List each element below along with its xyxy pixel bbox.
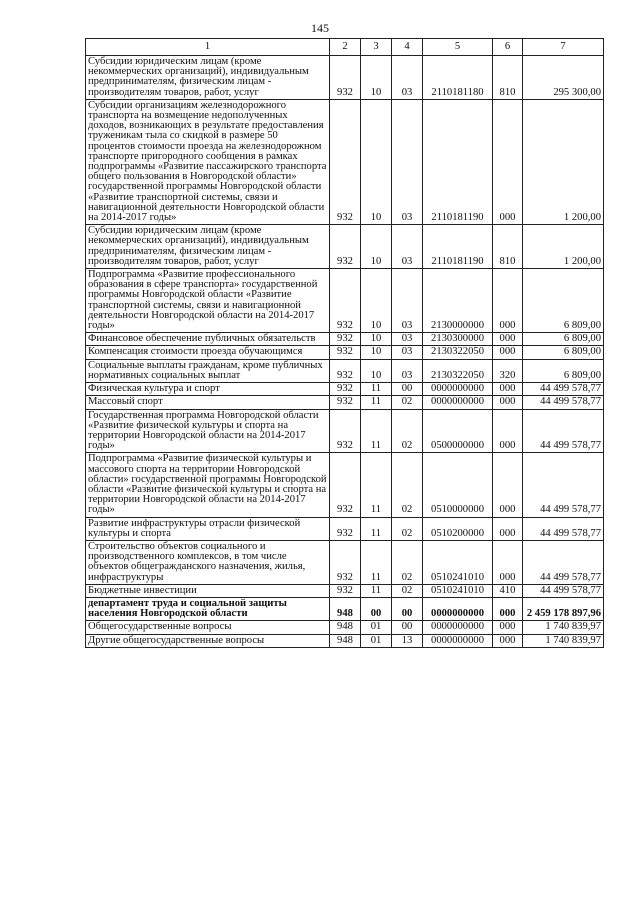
table-row: [86, 383, 604, 396]
row-amount: 44 499 578,77: [523, 396, 604, 409]
table-row: [86, 99, 604, 224]
row-code-admin: 932: [330, 517, 361, 540]
row-code-subsection: 03: [392, 56, 423, 100]
row-code-section: 11: [361, 409, 392, 453]
row-name: Бюджетные инвестиции: [86, 584, 330, 597]
budget-table: [85, 38, 604, 648]
row-code-target: 2110181180: [423, 56, 493, 100]
row-code-target: 2130322050: [423, 359, 493, 382]
row-name: Строительство объектов социального и производственного комплексов, в том числе объектов общегражданского назначения, жилья, инфраструктуры: [86, 540, 330, 584]
row-code-section: 10: [361, 333, 392, 346]
row-code-subsection: 00: [392, 597, 423, 620]
table-row: [86, 409, 604, 453]
row-code-subsection: 02: [392, 540, 423, 584]
row-name: Финансовое обеспечение публичных обязательств: [86, 333, 330, 346]
table-row: [86, 634, 604, 647]
row-code-expense-type: 000: [493, 383, 523, 396]
row-code-admin: 932: [330, 584, 361, 597]
row-code-subsection: 02: [392, 453, 423, 517]
page-number: 145: [311, 21, 329, 35]
row-code-section: 10: [361, 269, 392, 333]
row-code-expense-type: 000: [493, 99, 523, 224]
row-code-target: 0510000000: [423, 453, 493, 517]
row-code-admin: 932: [330, 359, 361, 382]
row-code-subsection: 03: [392, 346, 423, 359]
row-amount: 1 740 839,97: [523, 621, 604, 634]
row-name: Субсидии юридическим лицам (кроме некоммерческих организаций), индивидуальным предпринимателям, физическим лицам - производителям товаров, работ, услуг: [86, 56, 330, 100]
row-amount: 6 809,00: [523, 359, 604, 382]
row-code-target: 0500000000: [423, 409, 493, 453]
row-code-admin: 948: [330, 597, 361, 620]
row-code-section: 01: [361, 621, 392, 634]
row-name: Компенсация стоимости проезда обучающимся: [86, 346, 330, 359]
row-code-section: 00: [361, 597, 392, 620]
row-name: Субсидии организациям железнодорожного транспорта на возмещение недополученных доходов, возникающих в результате предоставления труженикам тыла со скидкой в размере 50 процентов стоимости проезда на железнодорожном транспорте пригородного сообщения в рамках подпрограммы «Развитие пассажирского транспорта общего пользования в Новгородской области» государственной программы Новгородской области «Развитие транспортной системы, связи и навигационной деятельности Новгородской области на 2014-2017 годы»: [86, 99, 330, 224]
row-code-section: 10: [361, 359, 392, 382]
header-row: [86, 39, 604, 56]
row-name: департамент труда и социальной защиты населения Новгородской области: [86, 597, 330, 620]
table-row: [86, 584, 604, 597]
row-code-section: 11: [361, 584, 392, 597]
row-code-expense-type: 000: [493, 396, 523, 409]
row-amount: 1 200,00: [523, 225, 604, 269]
row-code-subsection: 03: [392, 269, 423, 333]
row-code-admin: 932: [330, 99, 361, 224]
row-code-subsection: 13: [392, 634, 423, 647]
table-row: [86, 597, 604, 620]
table-row: [86, 333, 604, 346]
row-code-section: 10: [361, 346, 392, 359]
row-code-admin: 932: [330, 540, 361, 584]
row-amount: 44 499 578,77: [523, 409, 604, 453]
row-name: Субсидии юридическим лицам (кроме некоммерческих организаций), индивидуальным предпринимателям, физическим лицам - производителям товаров, работ, услуг: [86, 225, 330, 269]
table-row: [86, 346, 604, 359]
row-code-admin: 932: [330, 346, 361, 359]
row-amount: 6 809,00: [523, 346, 604, 359]
row-code-admin: 932: [330, 333, 361, 346]
table-row: [86, 56, 604, 100]
row-code-expense-type: 320: [493, 359, 523, 382]
header-cell: 2: [330, 39, 361, 56]
row-code-target: 0000000000: [423, 634, 493, 647]
row-code-admin: 932: [330, 225, 361, 269]
row-code-target: 2130300000: [423, 333, 493, 346]
row-code-subsection: 02: [392, 517, 423, 540]
row-code-subsection: 02: [392, 409, 423, 453]
table-row: [86, 359, 604, 382]
row-code-expense-type: 000: [493, 517, 523, 540]
row-code-subsection: 00: [392, 383, 423, 396]
row-code-expense-type: 000: [493, 621, 523, 634]
row-code-expense-type: 000: [493, 346, 523, 359]
table-row: [86, 517, 604, 540]
row-code-expense-type: 000: [493, 409, 523, 453]
row-code-expense-type: 000: [493, 634, 523, 647]
header-cell: 5: [423, 39, 493, 56]
row-code-section: 11: [361, 517, 392, 540]
row-code-target: 0510200000: [423, 517, 493, 540]
row-code-target: 2110181190: [423, 225, 493, 269]
row-code-section: 01: [361, 634, 392, 647]
row-name: Массовый спорт: [86, 396, 330, 409]
row-code-admin: 948: [330, 621, 361, 634]
row-code-subsection: 02: [392, 396, 423, 409]
row-code-target: 0000000000: [423, 396, 493, 409]
row-code-subsection: 03: [392, 225, 423, 269]
row-name: Государственная программа Новгородской области «Развитие физической культуры и спорта на территории Новгородской области на 2014-2017 годы»: [86, 409, 330, 453]
row-code-section: 11: [361, 453, 392, 517]
row-code-subsection: 00: [392, 621, 423, 634]
row-code-target: 2110181190: [423, 99, 493, 224]
row-code-expense-type: 000: [493, 453, 523, 517]
row-code-admin: 948: [330, 634, 361, 647]
row-amount: 6 809,00: [523, 269, 604, 333]
row-code-subsection: 02: [392, 584, 423, 597]
row-code-target: 2130000000: [423, 269, 493, 333]
row-code-section: 11: [361, 540, 392, 584]
table-row: [86, 540, 604, 584]
row-code-section: 10: [361, 99, 392, 224]
table-body: [86, 56, 604, 648]
header-cell: 1: [86, 39, 330, 56]
row-code-admin: 932: [330, 409, 361, 453]
row-code-target: 0510241010: [423, 540, 493, 584]
row-code-expense-type: 410: [493, 584, 523, 597]
row-code-expense-type: 000: [493, 597, 523, 620]
row-code-target: 0000000000: [423, 383, 493, 396]
row-amount: 44 499 578,77: [523, 540, 604, 584]
row-amount: 2 459 178 897,96: [523, 597, 604, 620]
row-code-target: 0000000000: [423, 597, 493, 620]
row-amount: 1 740 839,97: [523, 634, 604, 647]
table-row: [86, 621, 604, 634]
row-code-admin: 932: [330, 56, 361, 100]
row-code-subsection: 03: [392, 99, 423, 224]
row-amount: 295 300,00: [523, 56, 604, 100]
row-amount: 44 499 578,77: [523, 453, 604, 517]
row-code-target: 0000000000: [423, 621, 493, 634]
row-amount: 44 499 578,77: [523, 383, 604, 396]
row-name: Социальные выплаты гражданам, кроме публичных нормативных социальных выплат: [86, 359, 330, 382]
row-name: Подпрограмма «Развитие профессионального образования в сфере транспорта» государственной программы Новгородской области «Развитие транспортной системы, связи и навигационной деятельности Новгородской области на 2014-2017 годы»: [86, 269, 330, 333]
row-amount: 44 499 578,77: [523, 517, 604, 540]
row-code-subsection: 03: [392, 359, 423, 382]
row-amount: 44 499 578,77: [523, 584, 604, 597]
row-code-admin: 932: [330, 269, 361, 333]
row-code-admin: 932: [330, 453, 361, 517]
row-code-expense-type: 810: [493, 56, 523, 100]
row-code-section: 11: [361, 383, 392, 396]
row-name: Развитие инфраструктуры отрасли физической культуры и спорта: [86, 517, 330, 540]
row-code-admin: 932: [330, 396, 361, 409]
row-code-subsection: 03: [392, 333, 423, 346]
row-code-section: 11: [361, 396, 392, 409]
row-code-expense-type: 000: [493, 269, 523, 333]
header-cell: 6: [493, 39, 523, 56]
row-amount: 6 809,00: [523, 333, 604, 346]
row-name: Общегосударственные вопросы: [86, 621, 330, 634]
row-name: Физическая культура и спорт: [86, 383, 330, 396]
row-code-section: 10: [361, 225, 392, 269]
row-amount: 1 200,00: [523, 99, 604, 224]
row-code-expense-type: 000: [493, 333, 523, 346]
row-code-expense-type: 810: [493, 225, 523, 269]
header-cell: 7: [523, 39, 604, 56]
row-code-target: 0510241010: [423, 584, 493, 597]
header-cell: 3: [361, 39, 392, 56]
row-code-expense-type: 000: [493, 540, 523, 584]
table-row: [86, 225, 604, 269]
row-code-section: 10: [361, 56, 392, 100]
row-name: Другие общегосударственные вопросы: [86, 634, 330, 647]
row-code-admin: 932: [330, 383, 361, 396]
row-name: Подпрограмма «Развитие физической культуры и массового спорта на территории Новгородской области» государственной программы Новгородской области «Развитие физической культуры и спорта на территории Новгородской области на 2014-2017 годы»: [86, 453, 330, 517]
row-code-target: 2130322050: [423, 346, 493, 359]
table-row: [86, 396, 604, 409]
table-row: [86, 453, 604, 517]
header-cell: 4: [392, 39, 423, 56]
table-row: [86, 269, 604, 333]
